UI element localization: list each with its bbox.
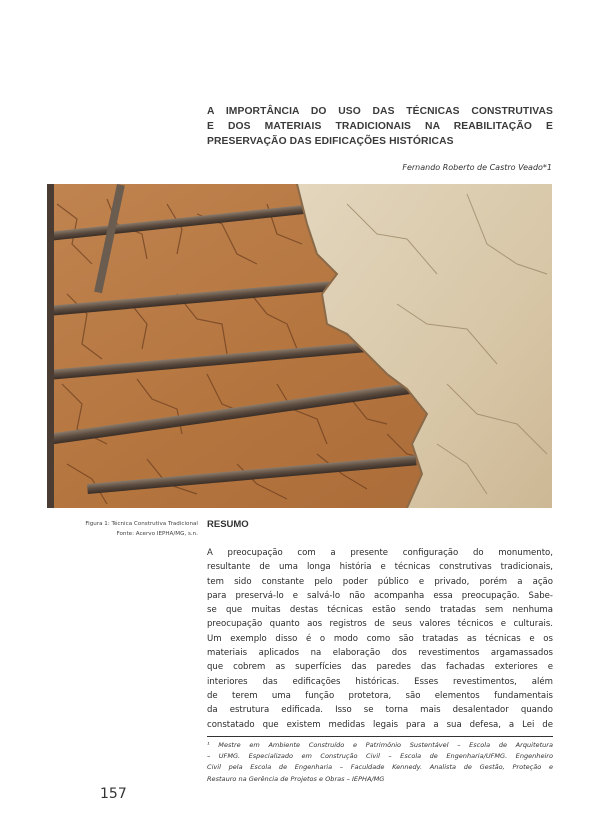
paragraph-line: A preocupação com a presente configuração do monumento, xyxy=(207,548,553,558)
paragraph-line: interiores das edificações históricas. Esses revestimentos, além xyxy=(207,676,553,687)
section-heading: RESUMO xyxy=(207,519,249,530)
author-name: Fernando Roberto de Castro Veado*1 xyxy=(402,163,552,172)
paragraph-line: Um exemplo disso é o modo como são tratadas as técnicas e os xyxy=(207,633,553,644)
caption-line: Figura 1: Técnica Construtiva Tradicional xyxy=(85,521,198,527)
footnote-line: ¹ Mestre em Ambiente Construído e Patrimônio Sustentável – Escola de Arquitetura xyxy=(207,741,553,749)
title-line: E DOS MATERIAIS TRADICIONAIS NA REABILITAÇÃO E xyxy=(207,121,553,132)
paragraph-line: que cobrem as superfícies das paredes das fachadas exteriores e xyxy=(207,662,553,673)
paragraph-line: da estrutura edificada. Isso se torna mais desalentador quando xyxy=(207,705,553,716)
wattle-and-daub-photo xyxy=(47,184,552,508)
paragraph-line: resultante de uma longa história e técnicas construtivas tradicionais, xyxy=(207,562,553,573)
paragraph-line: para preservá-lo e salvá-lo não acompanha essa preocupação. Sabe- xyxy=(207,590,553,601)
page-number: 157 xyxy=(100,786,127,802)
figure-caption xyxy=(38,519,198,539)
footnote xyxy=(207,740,553,785)
figure-image xyxy=(47,184,552,508)
caption-source: Fonte: Acervo IEPHA/MG, s.n. xyxy=(116,531,198,537)
footnote-line: Civil pela Escola de Engenharia – Faculdade Kennedy. Analista de Gestão, Proteção e xyxy=(207,763,553,772)
abstract-paragraph xyxy=(207,546,553,732)
footnote-line: – UFMG. Especializado em Construção Civil – Escola de Engenharia/UFMG. Engenheiro xyxy=(207,752,553,761)
paragraph-line: preocupação quanto aos registros de seus valores técnicos e culturais. xyxy=(207,619,553,630)
paragraph-line: tem sido constante pelo poder público e privado, porém a ação xyxy=(207,576,553,587)
paragraph-line: de terem uma função protetora, são elementos fundamentais xyxy=(207,690,553,701)
paragraph-line: materiais aplicados na elaboração dos revestimentos argamassados xyxy=(207,648,553,659)
title-line: A IMPORTÂNCIA DO USO DAS TÉCNICAS CONSTRUTIVAS xyxy=(207,106,553,117)
paragraph-line: constatado que existem medidas legais para a sua defesa, a Lei de xyxy=(207,719,553,730)
footnote-line: Restauro na Gerência de Projetos e Obras – IEPHA/MG xyxy=(207,774,385,783)
title-line: PRESERVAÇÃO DAS EDIFICAÇÕES HISTÓRICAS xyxy=(207,136,454,147)
paragraph-line: se que muitas destas técnicas estão sendo tratadas sem nenhuma xyxy=(207,605,553,616)
article-title xyxy=(207,104,553,149)
footnote-divider xyxy=(207,736,553,737)
